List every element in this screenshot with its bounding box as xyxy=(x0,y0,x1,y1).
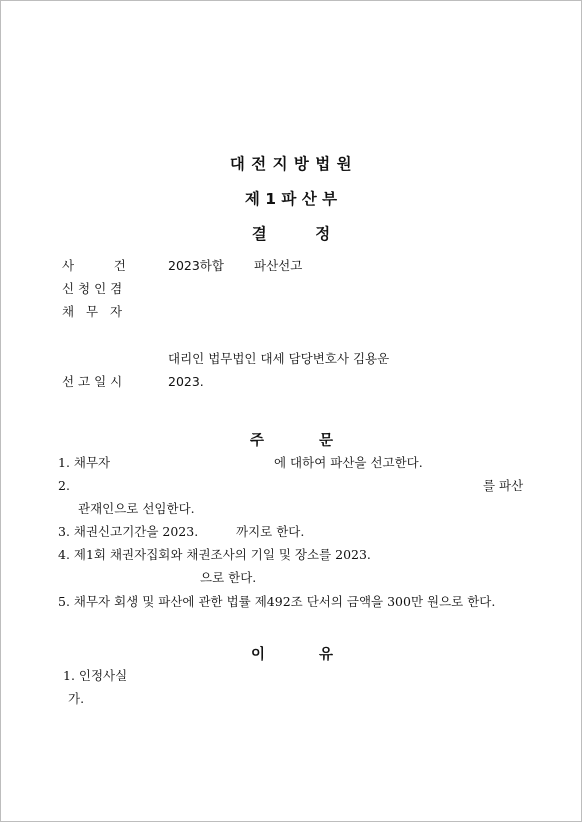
order-item-4-start: 4. 제1회 채권자집회와 채권조사의 기일 및 장소를 2023. xyxy=(58,547,371,562)
case-name: 파산선고 xyxy=(254,258,303,273)
case-number: 2023하합 xyxy=(168,258,224,273)
case-label: 사 건 xyxy=(62,258,126,273)
order-item-1-end: 에 대하여 파산을 선고한다. xyxy=(274,455,423,470)
order-item-2-start: 2. xyxy=(58,478,70,493)
reason-title-left: 이 xyxy=(251,647,266,663)
order-item-2-end: 를 파산 xyxy=(483,478,524,493)
order-item-4-end: 으로 한다. xyxy=(200,570,257,585)
representative: 대리인 법무법인 대세 담당변호사 김용운 xyxy=(168,351,390,366)
reason-item-1-a: 가. xyxy=(68,691,85,706)
date-label: 선 고 일 시 xyxy=(62,374,123,389)
date-value: 2023. xyxy=(168,374,204,389)
order-title-left: 주 xyxy=(250,433,265,449)
division-name: 제 1 파 산 부 xyxy=(244,190,338,208)
court-name: 대 전 지 방 법 원 xyxy=(229,155,353,173)
order-item-5: 5. 채무자 회생 및 파산에 관한 법률 제492조 단서의 금액을 300만 원으로 한다. xyxy=(58,594,496,609)
reason-item-1: 1. 인정사실 xyxy=(63,668,128,683)
reason-title-right: 유 xyxy=(319,647,334,663)
document-type: 결 정 xyxy=(251,225,331,243)
debtor-label: 채 무 자 xyxy=(62,304,123,319)
order-item-2-cont: 관재인으로 선임한다. xyxy=(78,501,195,516)
order-item-3-start: 3. 채권신고기간을 2023. xyxy=(58,524,199,539)
order-title-right: 문 xyxy=(319,433,334,449)
order-item-3-end: 까지로 한다. xyxy=(236,524,305,539)
applicant-label: 신 청 인 겸 xyxy=(62,281,123,296)
order-item-1-start: 1. 채무자 xyxy=(58,455,111,470)
